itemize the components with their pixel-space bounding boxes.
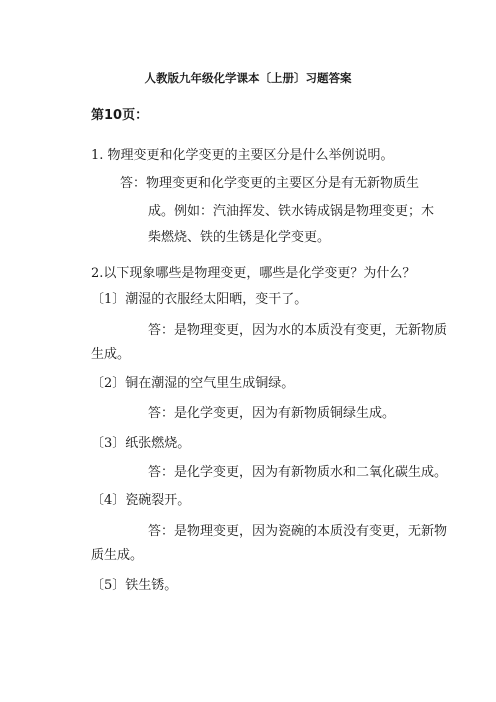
answer-2-1-line-1: 答：是物理变更，因为水的本质没有变更，无新物质	[148, 323, 448, 338]
answer-2-4-line-1: 答：是物理变更，因为瓷碗的本质没有变更，无新物	[148, 524, 448, 539]
answer-1-line-2: 成。例如：汽油挥发、铁水铸成锅是物理变更；木	[148, 204, 435, 219]
question-2-item-2: 〔2〕铜在潮湿的空气里生成铜绿。	[91, 376, 295, 391]
section-heading: 第10页：	[91, 108, 149, 123]
question-2-item-3: 〔3〕纸张燃烧。	[91, 436, 191, 451]
answer-1-line-3: 柴燃烧、铁的生锈是化学变更。	[148, 230, 331, 245]
question-1: 1. 物理变更和化学变更的主要区分是什么举例说明。	[91, 148, 394, 163]
answer-2-1-line-2: 生成。	[91, 347, 131, 362]
question-2-item-5: 〔5〕铁生锈。	[91, 578, 178, 593]
document-title: 人教版九年级化学课本〔上册〕习题答案	[144, 71, 352, 85]
question-2-item-1: 〔1〕潮湿的衣服经太阳晒，变干了。	[91, 292, 308, 307]
question-2-item-4: 〔4〕瓷碗裂开。	[91, 493, 191, 508]
answer-2-2-line-1: 答：是化学变更，因为有新物质铜绿生成。	[148, 406, 396, 421]
answer-1-line-1: 答：物理变更和化学变更的主要区分是有无新物质生	[120, 176, 420, 191]
answer-2-4-line-2: 质生成。	[91, 548, 144, 563]
answer-2-3-line-1: 答：是化学变更，因为有新物质水和二氧化碳生成。	[148, 465, 448, 480]
question-2: 2.以下现象哪些是物理变更，哪些是化学变更？为什么？	[91, 266, 416, 281]
